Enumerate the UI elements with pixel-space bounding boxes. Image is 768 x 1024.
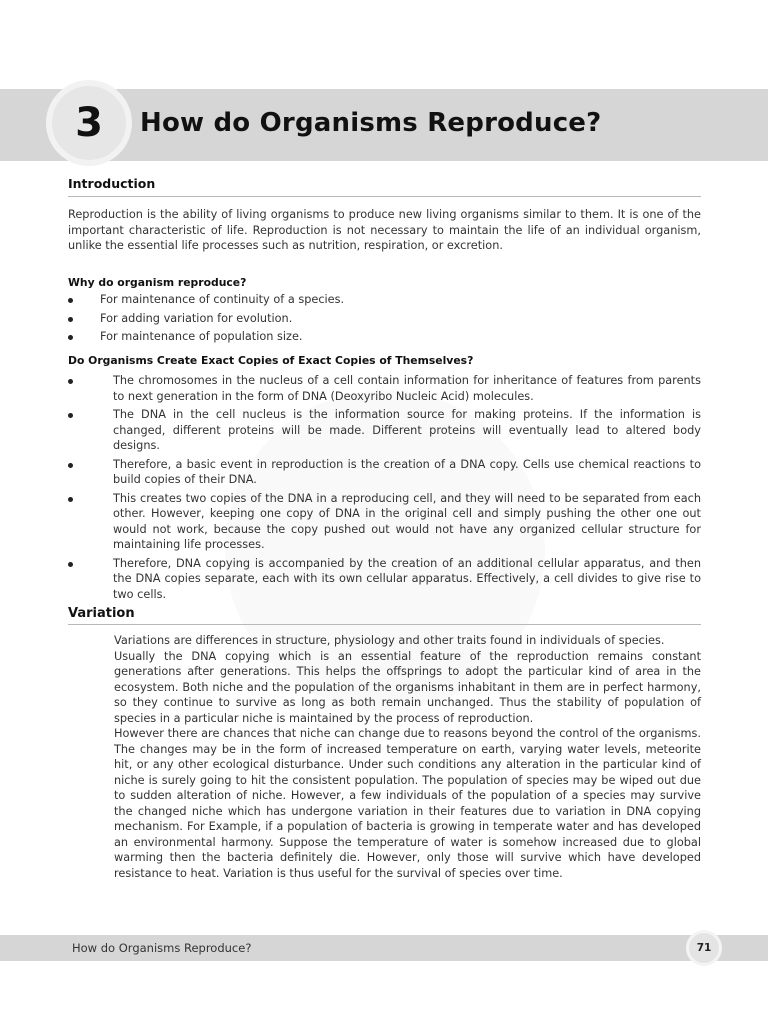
variation-divider	[68, 624, 701, 625]
introduction-divider	[68, 196, 701, 197]
page-number: 71	[696, 942, 712, 954]
introduction-text: Reproduction is the ability of living organisms to produce new living organisms similar to them. It is one of the important characteristic of life. Reproduction is not necessary to maintain the life of an individual organism, unlike the essential life processes such as nutrition, respiration, or excretion.	[68, 208, 701, 252]
why-reproduce-list	[68, 292, 701, 348]
list-item: The chromosomes in the nucleus of a cell contain information for inheritance of features from parents to next generation in the form of DNA (Deoxyribo Nucleic Acid) molecules.	[68, 373, 701, 404]
chapter-number: 3	[75, 100, 103, 146]
bullet-icon	[68, 497, 73, 502]
chapter-number-badge	[46, 80, 132, 166]
bullet-icon	[68, 335, 73, 340]
footer-title: How do Organisms Reproduce?	[72, 941, 252, 955]
list-item: Therefore, a basic event in reproduction is the creation of a DNA copy. Cells use chemical reactions to build copies of their DNA.	[68, 457, 701, 488]
bullet-icon	[68, 413, 73, 418]
list-item: For maintenance of population size.	[68, 329, 701, 345]
introduction-heading: Introduction	[68, 176, 156, 191]
chapter-title: How do Organisms Reproduce?	[140, 108, 602, 138]
bullet-icon	[68, 298, 73, 303]
exact-copies-list	[68, 373, 701, 605]
variation-heading: Variation	[68, 606, 135, 621]
why-reproduce-heading: Why do organism reproduce?	[68, 276, 247, 289]
list-item: For maintenance of continuity of a species.	[68, 292, 701, 308]
bullet-icon	[68, 379, 73, 384]
exact-copies-heading: Do Organisms Create Exact Copies of Exact Copies of Themselves?	[68, 354, 474, 367]
list-item: Therefore, DNA copying is accompanied by the creation of an additional cellular apparatus, and then the DNA copies separate, each with its own cellular apparatus. Effectively, a cell divides to give rise to two cells.	[68, 556, 701, 603]
list-item: For adding variation for evolution.	[68, 311, 701, 327]
variation-paragraph: Variations are differences in structure, physiology and other traits found in individuals of species.	[114, 634, 665, 647]
list-item: This creates two copies of the DNA in a reproducing cell, and they will need to be separated from each other. However, keeping one copy of DNA in the original cell and simply pushing the other one out would not work, because the copy pushed out would not have any organized cellular structure for maintaining life processes.	[68, 491, 701, 553]
variation-body	[114, 633, 701, 881]
page-number-badge	[686, 930, 722, 966]
bullet-icon	[68, 317, 73, 322]
bullet-icon	[68, 562, 73, 567]
variation-paragraph: However there are chances that niche can change due to reasons beyond the control of the organisms. The changes may be in the form of increased temperature on earth, varying water levels, meteorite hit, or any other ecological disturbance. Under such conditions any alteration in the particular kind of niche is surely going to hit the consistent population. The population of species may be wiped out due to sudden alteration of niche. However, a few individuals of the population of a species may survive the changed niche which has undergone variation in their features due to variation in DNA copying mechanism. For Example, if a population of bacteria is growing in temperate water and has developed an environmental harmony. Suppose the temperature of water is somehow increased due to global warming then the bacteria definitely die. However, only those will survive which have developed resistance to heat. Variation is thus useful for the survival of species over time.	[114, 727, 701, 880]
variation-paragraph: Usually the DNA copying which is an essential feature of the reproduction remains constant generations after generations. This helps the offsprings to adopt the particular kind of area in the ecosystem. Both niche and the population of the organisms inhabitant in them are in perfect harmony, so they continue to survive as long as both remain unchanged. Thus the stability of population of species in a particular niche is maintained by the process of reproduction.	[114, 649, 701, 725]
bullet-icon	[68, 463, 73, 468]
list-item: The DNA in the cell nucleus is the information source for making proteins. If the information is changed, different proteins will be made. Different proteins will eventually lead to altered body designs.	[68, 407, 701, 454]
